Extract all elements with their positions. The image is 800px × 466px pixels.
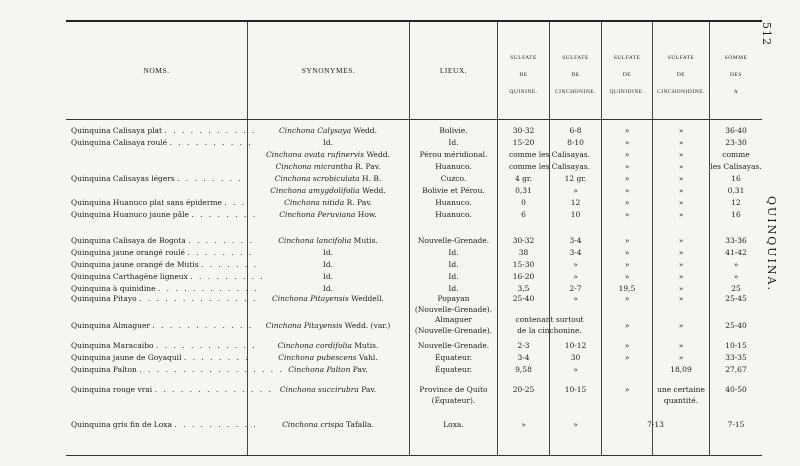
row-name: Quinquina Calisaya roulé . . . . . . . . . . [71, 138, 253, 147]
header-line: CINCHONIDINE. [657, 89, 705, 95]
row-name: Quinquina gris fin de Loxa . . . . . . . . . . [71, 420, 258, 429]
table-row [0, 384, 800, 408]
row-quinine: 3-4 [517, 353, 530, 362]
row-cinchonine: 10 [570, 210, 581, 219]
row-name: Quinquina Maracaibo . . . . . . . . . . . . [71, 341, 257, 350]
header-sulfate-quinidine [602, 50, 652, 101]
row-cinchonidine: » [678, 126, 684, 135]
row-quinidine: » [624, 198, 630, 207]
row-synonym: Cinchona Calysaya Wedd. [279, 126, 377, 135]
table-row [0, 209, 800, 221]
row-cinchonine: 3-4 [569, 248, 582, 257]
row-cinchonidine: » [678, 186, 684, 195]
row-place: Équateur. [434, 365, 472, 374]
row-cinchonine: 6-8 [569, 126, 582, 135]
row-place: Id. [448, 284, 459, 293]
table-row [0, 364, 800, 376]
row-total: 25-40 [725, 321, 747, 330]
row-quinine: 30-32 [512, 126, 535, 135]
row-synonym: Cinchona Palton Pav. [288, 365, 368, 374]
row-cinchonidine: une certaine quantité. [657, 385, 705, 405]
row-cinchonidine: » [678, 198, 684, 207]
row-place: Huanuco. [435, 210, 472, 219]
row-cinchonine: 10-12 [564, 341, 587, 350]
row-synonym: Cinchona cordifolia Mutis. [277, 341, 379, 350]
header-total [710, 50, 762, 101]
row-synonym: Cinchona crispa Tafalla. [282, 420, 374, 429]
row-place: Nouvelle-Grenade. [417, 236, 490, 245]
row-quinidine-cinchonidine: 7-13 [647, 420, 664, 429]
row-quinine: 15-20 [512, 138, 535, 147]
row-place: Huanuco. [435, 198, 472, 207]
row-total: » [733, 260, 739, 269]
row-total: » [733, 272, 739, 281]
row-place: Huanuco. [435, 162, 472, 171]
row-name: Quinquina rouge vrai . . . . . . . . . . . . . . [71, 385, 273, 394]
header-line: DE [676, 72, 686, 78]
row-synonym: Id. [322, 138, 334, 147]
row-quinine: 16-20 [512, 272, 535, 281]
table-row [0, 419, 800, 431]
row-cinchonidine: » [678, 248, 684, 257]
header-line: CINCHONINE. [554, 89, 597, 95]
table-row [0, 352, 800, 364]
row-quinidine: » [624, 385, 630, 394]
row-synonym: Cinchona nitida R. Pav. [284, 198, 372, 207]
header-sulfate-quinine [498, 50, 549, 101]
row-cinchonine: » [573, 260, 578, 269]
table-row [0, 125, 800, 137]
header-line: A [733, 89, 739, 95]
row-total: 16 [731, 210, 741, 219]
row-place: Id. [448, 272, 459, 281]
row-quinidine: » [624, 272, 630, 281]
row-cinchonidine: » [678, 260, 684, 269]
header-line: QUINIDINE. [609, 89, 645, 95]
row-quinine: » [521, 420, 526, 429]
header-line: DE [571, 72, 580, 78]
table-row [0, 137, 800, 149]
header-line: SOMME [724, 55, 748, 61]
row-quinine: 6 [521, 210, 526, 219]
header-line: SULFATE [510, 55, 537, 61]
row-place: Nouvelle-Grenade. [417, 341, 490, 350]
row-quinidine: » [624, 186, 630, 195]
row-synonym: Cinchona micrantha R. Pav. [275, 162, 381, 171]
row-cinchonidine: » [678, 321, 684, 330]
row-total: 0,31 [727, 186, 745, 195]
row-quinine: 15-30 [512, 260, 535, 269]
row-name: Quinquina jaune de Goyaquil . . . . . . . . [71, 353, 250, 362]
header-line: DES [730, 72, 742, 78]
table-row [0, 259, 800, 271]
row-cinchonine: » [573, 294, 578, 303]
row-synonym: Cinchona scrobiculata H. B. [274, 174, 382, 183]
row-synonym: Cinchona amygdolifolia Wedd. [270, 186, 386, 195]
row-quinidine: » [624, 341, 630, 350]
row-quinine: 38 [518, 248, 529, 257]
header-names: NOMS. [143, 66, 170, 75]
row-cinchonidine: » [678, 353, 684, 362]
row-name: Quinquina jaune orangé roulé . . . . . . . . [71, 248, 254, 257]
row-place: Cuzco. [440, 174, 467, 183]
row-place: Bolivie et Pérou. [422, 186, 485, 195]
row-cinchonine: 12 [570, 198, 581, 207]
row-cinchonine: 12 gr. [564, 174, 587, 183]
table-row [0, 149, 800, 161]
row-synonym: Id. [322, 260, 334, 269]
row-synonym: Id. [322, 272, 334, 281]
row-quinine: 4 gr. [514, 174, 533, 183]
header-rule [66, 119, 762, 120]
row-place: Province de Quito (Équateur). [419, 385, 488, 405]
row-quinine: 0 [521, 198, 526, 207]
row-cinchonidine: » [678, 138, 684, 147]
row-cinchonine: » [573, 420, 578, 429]
page-number: 512 [760, 22, 773, 46]
row-synonym: Cinchona succirubra Pav. [279, 385, 377, 394]
row-name: Quinquina Huanuco jaune pâle . . . . . . . . [71, 210, 258, 219]
row-name: Quinquina Calisaya de Bogota . . . . . . . . [71, 236, 254, 245]
row-synonym: Cinchona ovata rufinervis Wedd. [266, 150, 390, 159]
row-total: 33-36 [725, 236, 747, 245]
row-name: Quinquina Calisayas légers . . . . . . . . [71, 174, 243, 183]
row-total: 27,67 [725, 365, 747, 374]
table-row [0, 161, 800, 173]
header-synonyms: SYNONYMES. [301, 66, 356, 75]
row-total: 16 [731, 174, 741, 183]
row-quinidine: » [624, 353, 630, 362]
table-row [0, 197, 800, 209]
row-name: Quinquina Huanuco plat sans épiderme . . . [71, 198, 247, 207]
row-total: 36-40 [725, 126, 747, 135]
row-quinine-cinchonine: comme les Calisayas. [508, 162, 591, 171]
row-quinidine: » [624, 294, 630, 303]
row-cinchonidine: » [678, 272, 684, 281]
row-quinine: 25-40 [512, 294, 535, 303]
row-cinchonine: 30 [570, 353, 581, 362]
row-total: 25 [731, 284, 741, 293]
row-total: 12 [731, 198, 741, 207]
row-name: Quinquina à quinidine . . . . . . . . . . . . [71, 284, 259, 293]
row-total: 41-42 [725, 248, 747, 257]
row-place: Équateur. [434, 353, 472, 362]
row-name: Quinquina jaune orangé de Mutis . . . . . . . [71, 260, 259, 269]
row-synonym: Cinchona Pitayensis Wedd. (var.) [265, 321, 391, 330]
table-row [0, 185, 800, 197]
row-cinchonine: » [573, 365, 578, 374]
row-name: Quinquina Palton . . . . . . . . . . . . . . . . . [71, 365, 284, 374]
row-synonym: Cinchona lancifolia Mutis. [278, 236, 378, 245]
row-place: Popayan (Nouvelle-Grenade). [414, 294, 493, 314]
row-total: 10-15 [725, 341, 747, 350]
row-total: 23-30 [725, 138, 747, 147]
header-sulfate-cinchonidine [653, 50, 709, 101]
row-name: Quinquina Almaguer . . . . . . . . . . . . [71, 321, 254, 330]
row-cinchonidine: » [678, 150, 684, 159]
row-quinidine: » [624, 150, 630, 159]
row-quinidine: » [624, 260, 630, 269]
row-cinchonine: 10-15 [564, 385, 587, 394]
row-total: 40-50 [725, 385, 747, 394]
row-place: Almaguer (Nouvelle-Grenade). [414, 315, 493, 335]
row-quinidine: » [624, 248, 630, 257]
table-row [0, 247, 800, 259]
row-cinchonine: » [573, 186, 578, 195]
row-total: 7-15 [727, 420, 745, 429]
row-cinchonidine: » [678, 162, 684, 171]
header-places: LIEUX. [439, 66, 468, 75]
row-cinchonidine: » [678, 294, 684, 303]
row-name: Quinquina Carthagène ligneux . . . . . . . . . [71, 272, 265, 281]
row-quinine-cinchonine: contenant surtout de la cinchonine. [515, 315, 584, 335]
row-quinidine: » [624, 174, 630, 183]
header-line: QUININE. [509, 89, 538, 95]
row-place: Bolivie. [439, 126, 468, 135]
row-quinine: 0,31 [515, 186, 532, 195]
row-cinchonine: 2-7 [569, 284, 582, 293]
row-quinidine: » [624, 321, 630, 330]
row-quinidine: » [624, 162, 630, 171]
header-line: SULFATE [562, 55, 589, 61]
row-quinidine: » [624, 126, 630, 135]
table-row [0, 235, 800, 247]
row-total: 25-45 [725, 294, 747, 303]
header-line: DE [622, 72, 632, 78]
row-place: Id. [448, 138, 459, 147]
row-place: Id. [448, 260, 459, 269]
row-total: 33-35 [725, 353, 747, 362]
row-cinchonidine: 18,09 [670, 365, 692, 374]
row-synonym: Id. [322, 284, 334, 293]
row-cinchonine: 3-4 [569, 236, 582, 245]
row-synonym: Id. [322, 248, 334, 257]
row-name: Quinquina Calisaya plat . . . . . . . . . . . [71, 126, 257, 135]
table-row [0, 340, 800, 352]
row-place: Pérou méridional. [419, 150, 488, 159]
row-synonym: Cinchona pubescens Vahl. [278, 353, 378, 362]
row-quinine: 30-32 [512, 236, 535, 245]
row-quinine: 9,58 [515, 365, 532, 374]
row-total: les Calisayas. [710, 162, 762, 171]
row-quinidine: » [624, 236, 630, 245]
header-line: DE [519, 72, 528, 78]
row-quinidine: » [624, 210, 630, 219]
row-total: comme [722, 150, 750, 159]
table-row [0, 271, 800, 283]
header-line: SULFATE [667, 55, 695, 61]
row-name: Quinquina Pitayo . . . . . . . . . . . . . . [71, 294, 258, 303]
row-cinchonidine: » [678, 210, 684, 219]
row-quinine-cinchonine: comme les Calisayas. [508, 150, 591, 159]
row-synonym: Cinchona Pitayensis Weddell. [272, 294, 384, 303]
row-quinine: 2-3 [517, 341, 530, 350]
row-quinidine: » [624, 138, 630, 147]
row-synonym: Cinchona Peruviana How. [279, 210, 377, 219]
row-place: Loxa. [443, 420, 464, 429]
row-quinidine: 19,5 [618, 284, 636, 293]
row-cinchonidine: » [678, 174, 684, 183]
row-place: Id. [448, 248, 459, 257]
table-row [0, 173, 800, 185]
row-quinine: 20-25 [512, 385, 535, 394]
row-quinine: 3,5 [517, 284, 530, 293]
row-cinchonidine: » [678, 284, 684, 293]
header-line: SULFATE [613, 55, 641, 61]
row-cinchonine: 8-10 [567, 138, 584, 147]
row-cinchonidine: » [678, 236, 684, 245]
running-head: QUINQUINA. [765, 196, 778, 292]
row-cinchonine: » [573, 272, 578, 281]
header-sulfate-cinchonine [550, 50, 601, 101]
row-cinchonidine: » [678, 341, 684, 350]
table-row [0, 314, 800, 338]
